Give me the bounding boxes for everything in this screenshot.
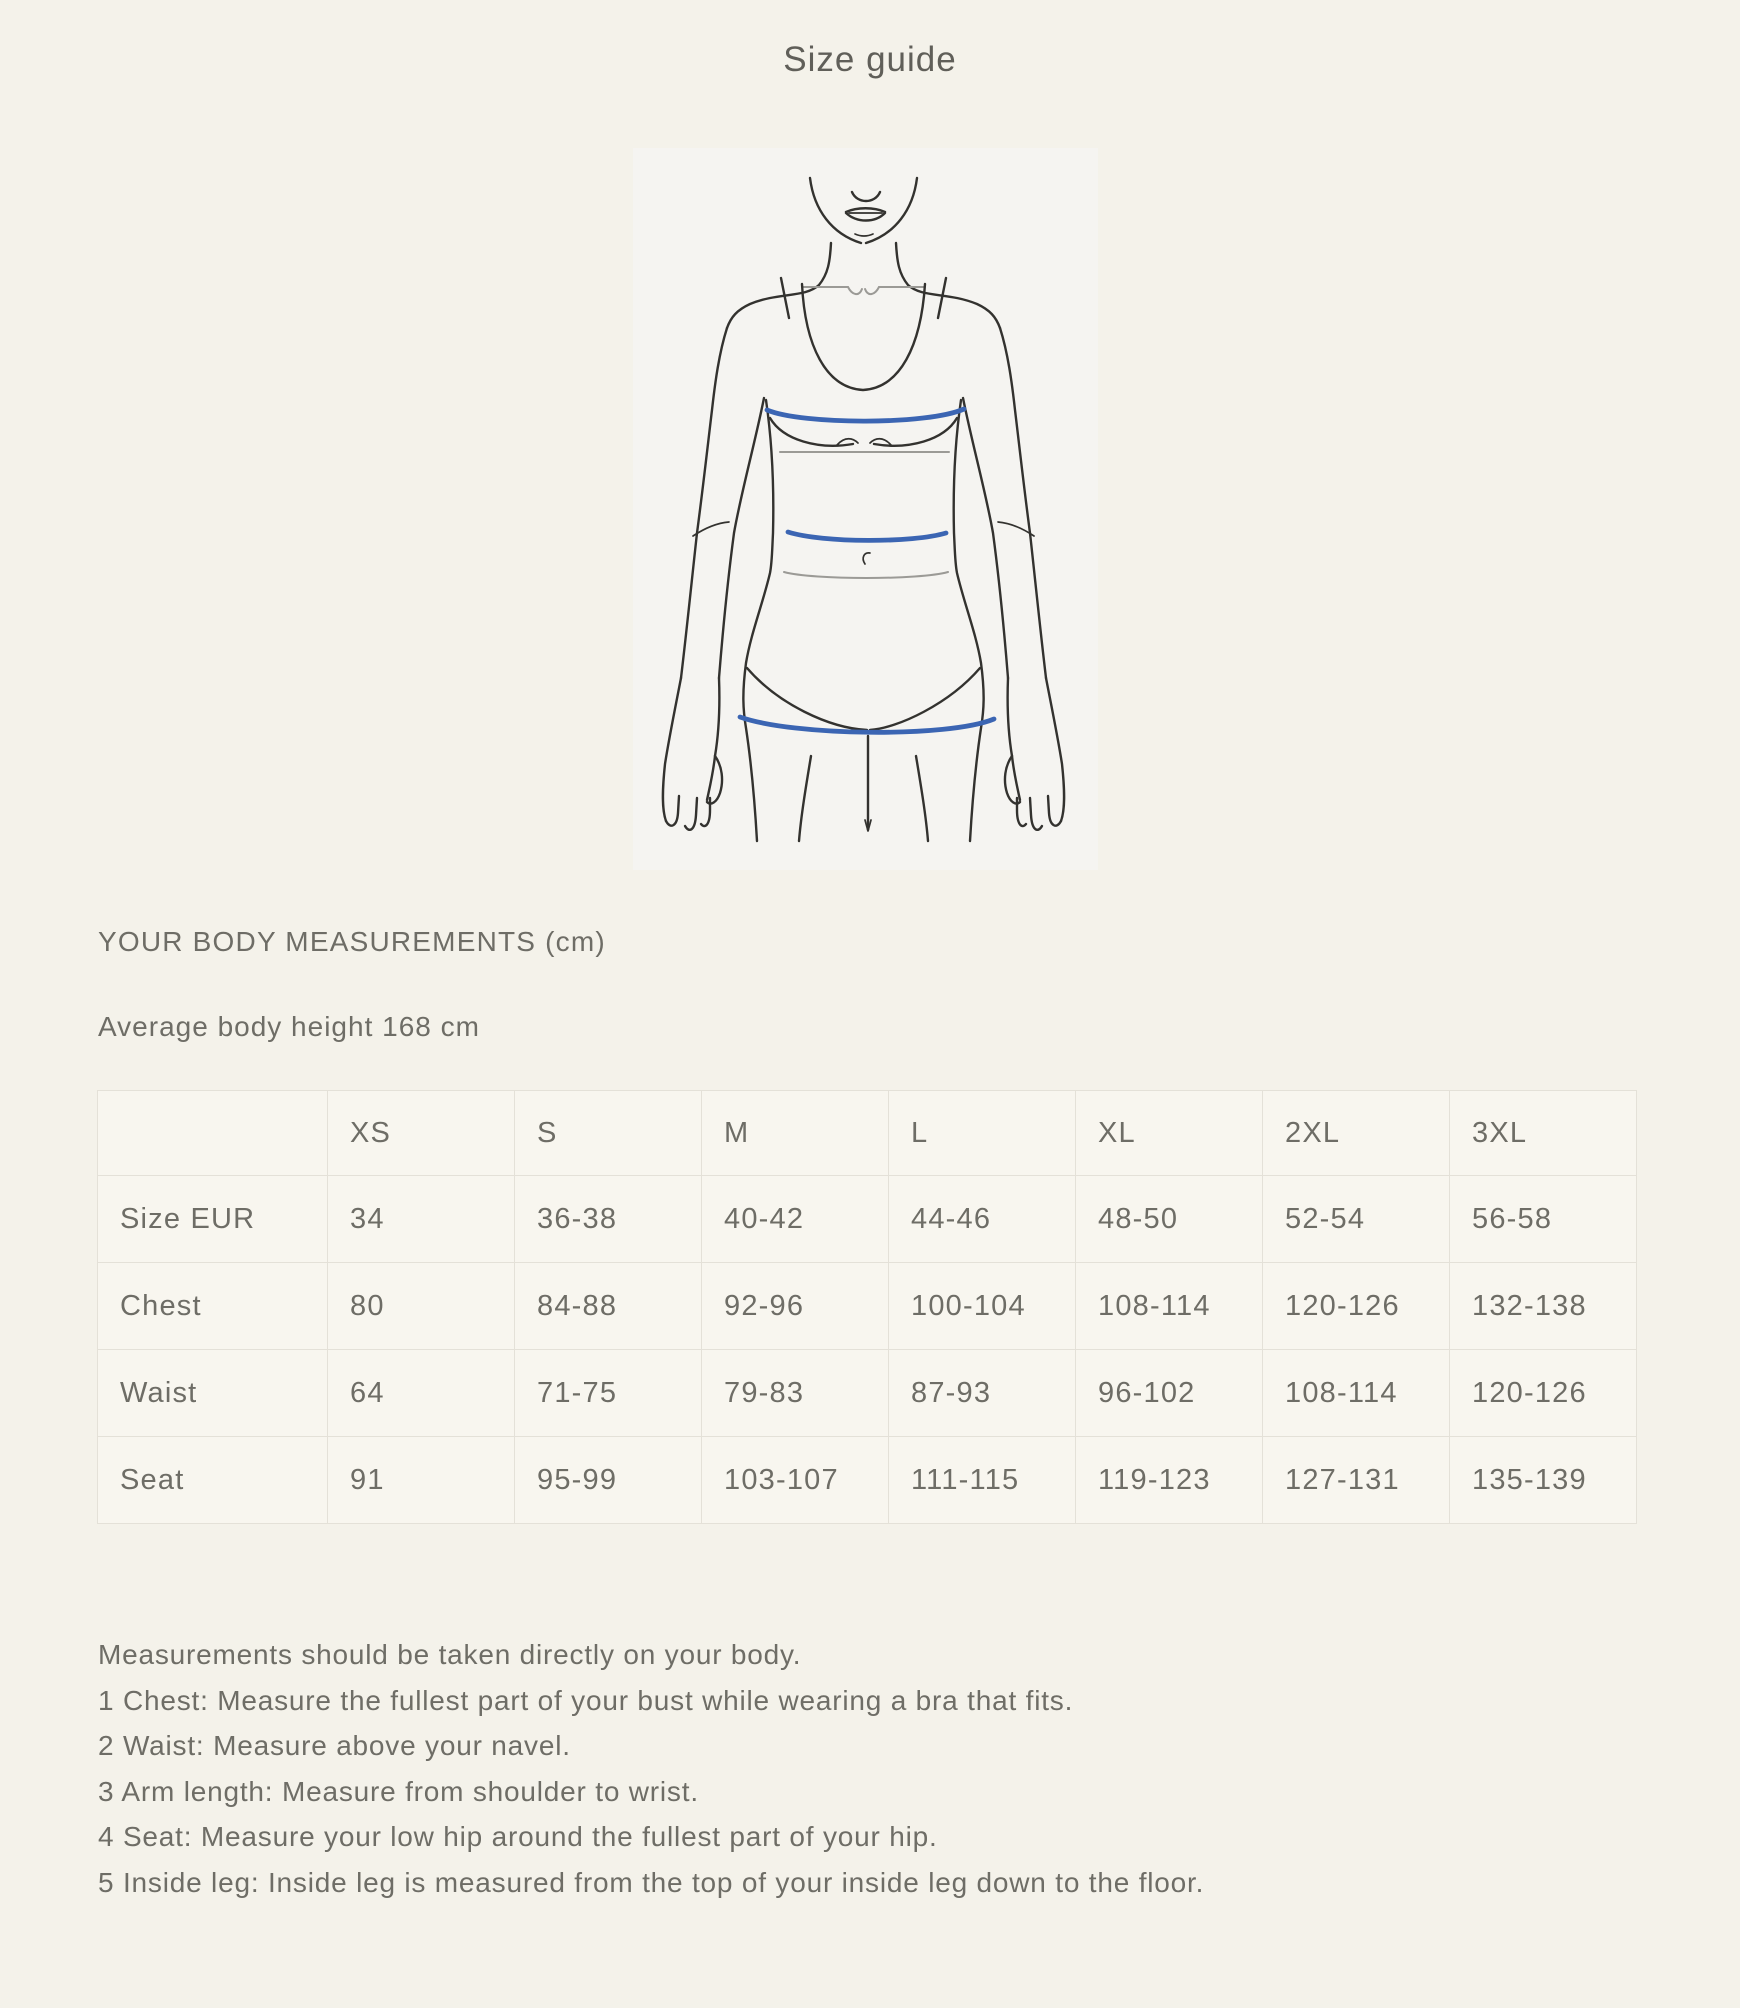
size-value-cell: 36-38 [515, 1176, 702, 1263]
size-value-cell: 92-96 [702, 1263, 889, 1350]
chest-measure-line [767, 409, 964, 421]
table-row-seat [98, 1437, 1637, 1524]
size-value-cell: 96-102 [1076, 1350, 1263, 1437]
body-measurements-heading: YOUR BODY MEASUREMENTS (cm) [98, 926, 606, 957]
size-value-cell: 119-123 [1076, 1437, 1263, 1524]
size-value-cell: 34 [328, 1176, 515, 1263]
size-value-cell: 135-139 [1450, 1437, 1637, 1524]
size-value-cell: 100-104 [889, 1263, 1076, 1350]
table-row-chest [98, 1263, 1637, 1350]
row-label: Waist [98, 1350, 328, 1437]
size-column-header: L [889, 1091, 1076, 1176]
size-value-cell: 64 [328, 1350, 515, 1437]
size-value-cell: 80 [328, 1263, 515, 1350]
size-value-cell: 40-42 [702, 1176, 889, 1263]
size-value-cell: 48-50 [1076, 1176, 1263, 1263]
size-column-header: XL [1076, 1091, 1263, 1176]
row-label: Seat [98, 1437, 328, 1524]
size-value-cell: 91 [328, 1437, 515, 1524]
table-row-waist [98, 1350, 1637, 1437]
size-table [97, 1090, 1637, 1524]
arms-group [681, 328, 1046, 678]
size-column-header [98, 1091, 328, 1176]
size-value-cell: 120-126 [1450, 1350, 1637, 1437]
bra-group [770, 278, 957, 452]
size-value-cell: 71-75 [515, 1350, 702, 1437]
size-value-cell: 103-107 [702, 1437, 889, 1524]
briefs-group [747, 572, 980, 841]
page-title: Size guide [783, 40, 957, 79]
size-value-cell: 120-126 [1263, 1263, 1450, 1350]
body-measurement-figure [633, 148, 1098, 870]
size-value-cell: 87-93 [889, 1350, 1076, 1437]
size-value-cell: 127-131 [1263, 1437, 1450, 1524]
waist-measure-line [788, 532, 946, 540]
size-column-header: XS [328, 1091, 515, 1176]
size-column-header: 2XL [1263, 1091, 1450, 1176]
size-column-header: M [702, 1091, 889, 1176]
note-line: Measurements should be taken directly on your body. [98, 1639, 802, 1670]
size-value-cell: 79-83 [702, 1350, 889, 1437]
face-group [810, 178, 917, 243]
measurement-notes [98, 1632, 1204, 1905]
right-hand [1005, 678, 1064, 830]
table-row-size-eur [98, 1176, 1637, 1263]
note-line: 2 Waist: Measure above your navel. [98, 1730, 571, 1761]
size-value-cell: 108-114 [1263, 1350, 1450, 1437]
note-line: 3 Arm length: Measure from shoulder to wrist. [98, 1775, 699, 1807]
row-label: Size EUR [98, 1176, 328, 1263]
size-table-header-row [98, 1091, 1637, 1176]
size-value-cell: 132-138 [1450, 1263, 1637, 1350]
note-line: 4 Seat: Measure your low hip around the fullest part of your hip. [98, 1821, 938, 1852]
size-value-cell: 111-115 [889, 1437, 1076, 1524]
size-value-cell: 56-58 [1450, 1176, 1637, 1263]
size-value-cell: 84-88 [515, 1263, 702, 1350]
seat-measure-line [740, 717, 994, 732]
size-value-cell: 95-99 [515, 1437, 702, 1524]
size-column-header: 3XL [1450, 1091, 1637, 1176]
left-hand [663, 678, 722, 830]
average-height-text: Average body height 168 cm [98, 1011, 480, 1042]
neck-shoulders-group [727, 243, 1000, 328]
size-value-cell: 108-114 [1076, 1263, 1263, 1350]
row-label: Chest [98, 1263, 328, 1350]
size-value-cell: 44-46 [889, 1176, 1076, 1263]
size-value-cell: 52-54 [1263, 1176, 1450, 1263]
body-figure-svg [633, 148, 1098, 870]
note-line: 5 Inside leg: Inside leg is measured from the top of your inside leg down to the floor. [98, 1866, 1205, 1898]
torso-group [743, 400, 983, 841]
size-column-header: S [515, 1091, 702, 1176]
note-line: 1 Chest: Measure the fullest part of your bust while wearing a bra that fits. [98, 1684, 1074, 1716]
